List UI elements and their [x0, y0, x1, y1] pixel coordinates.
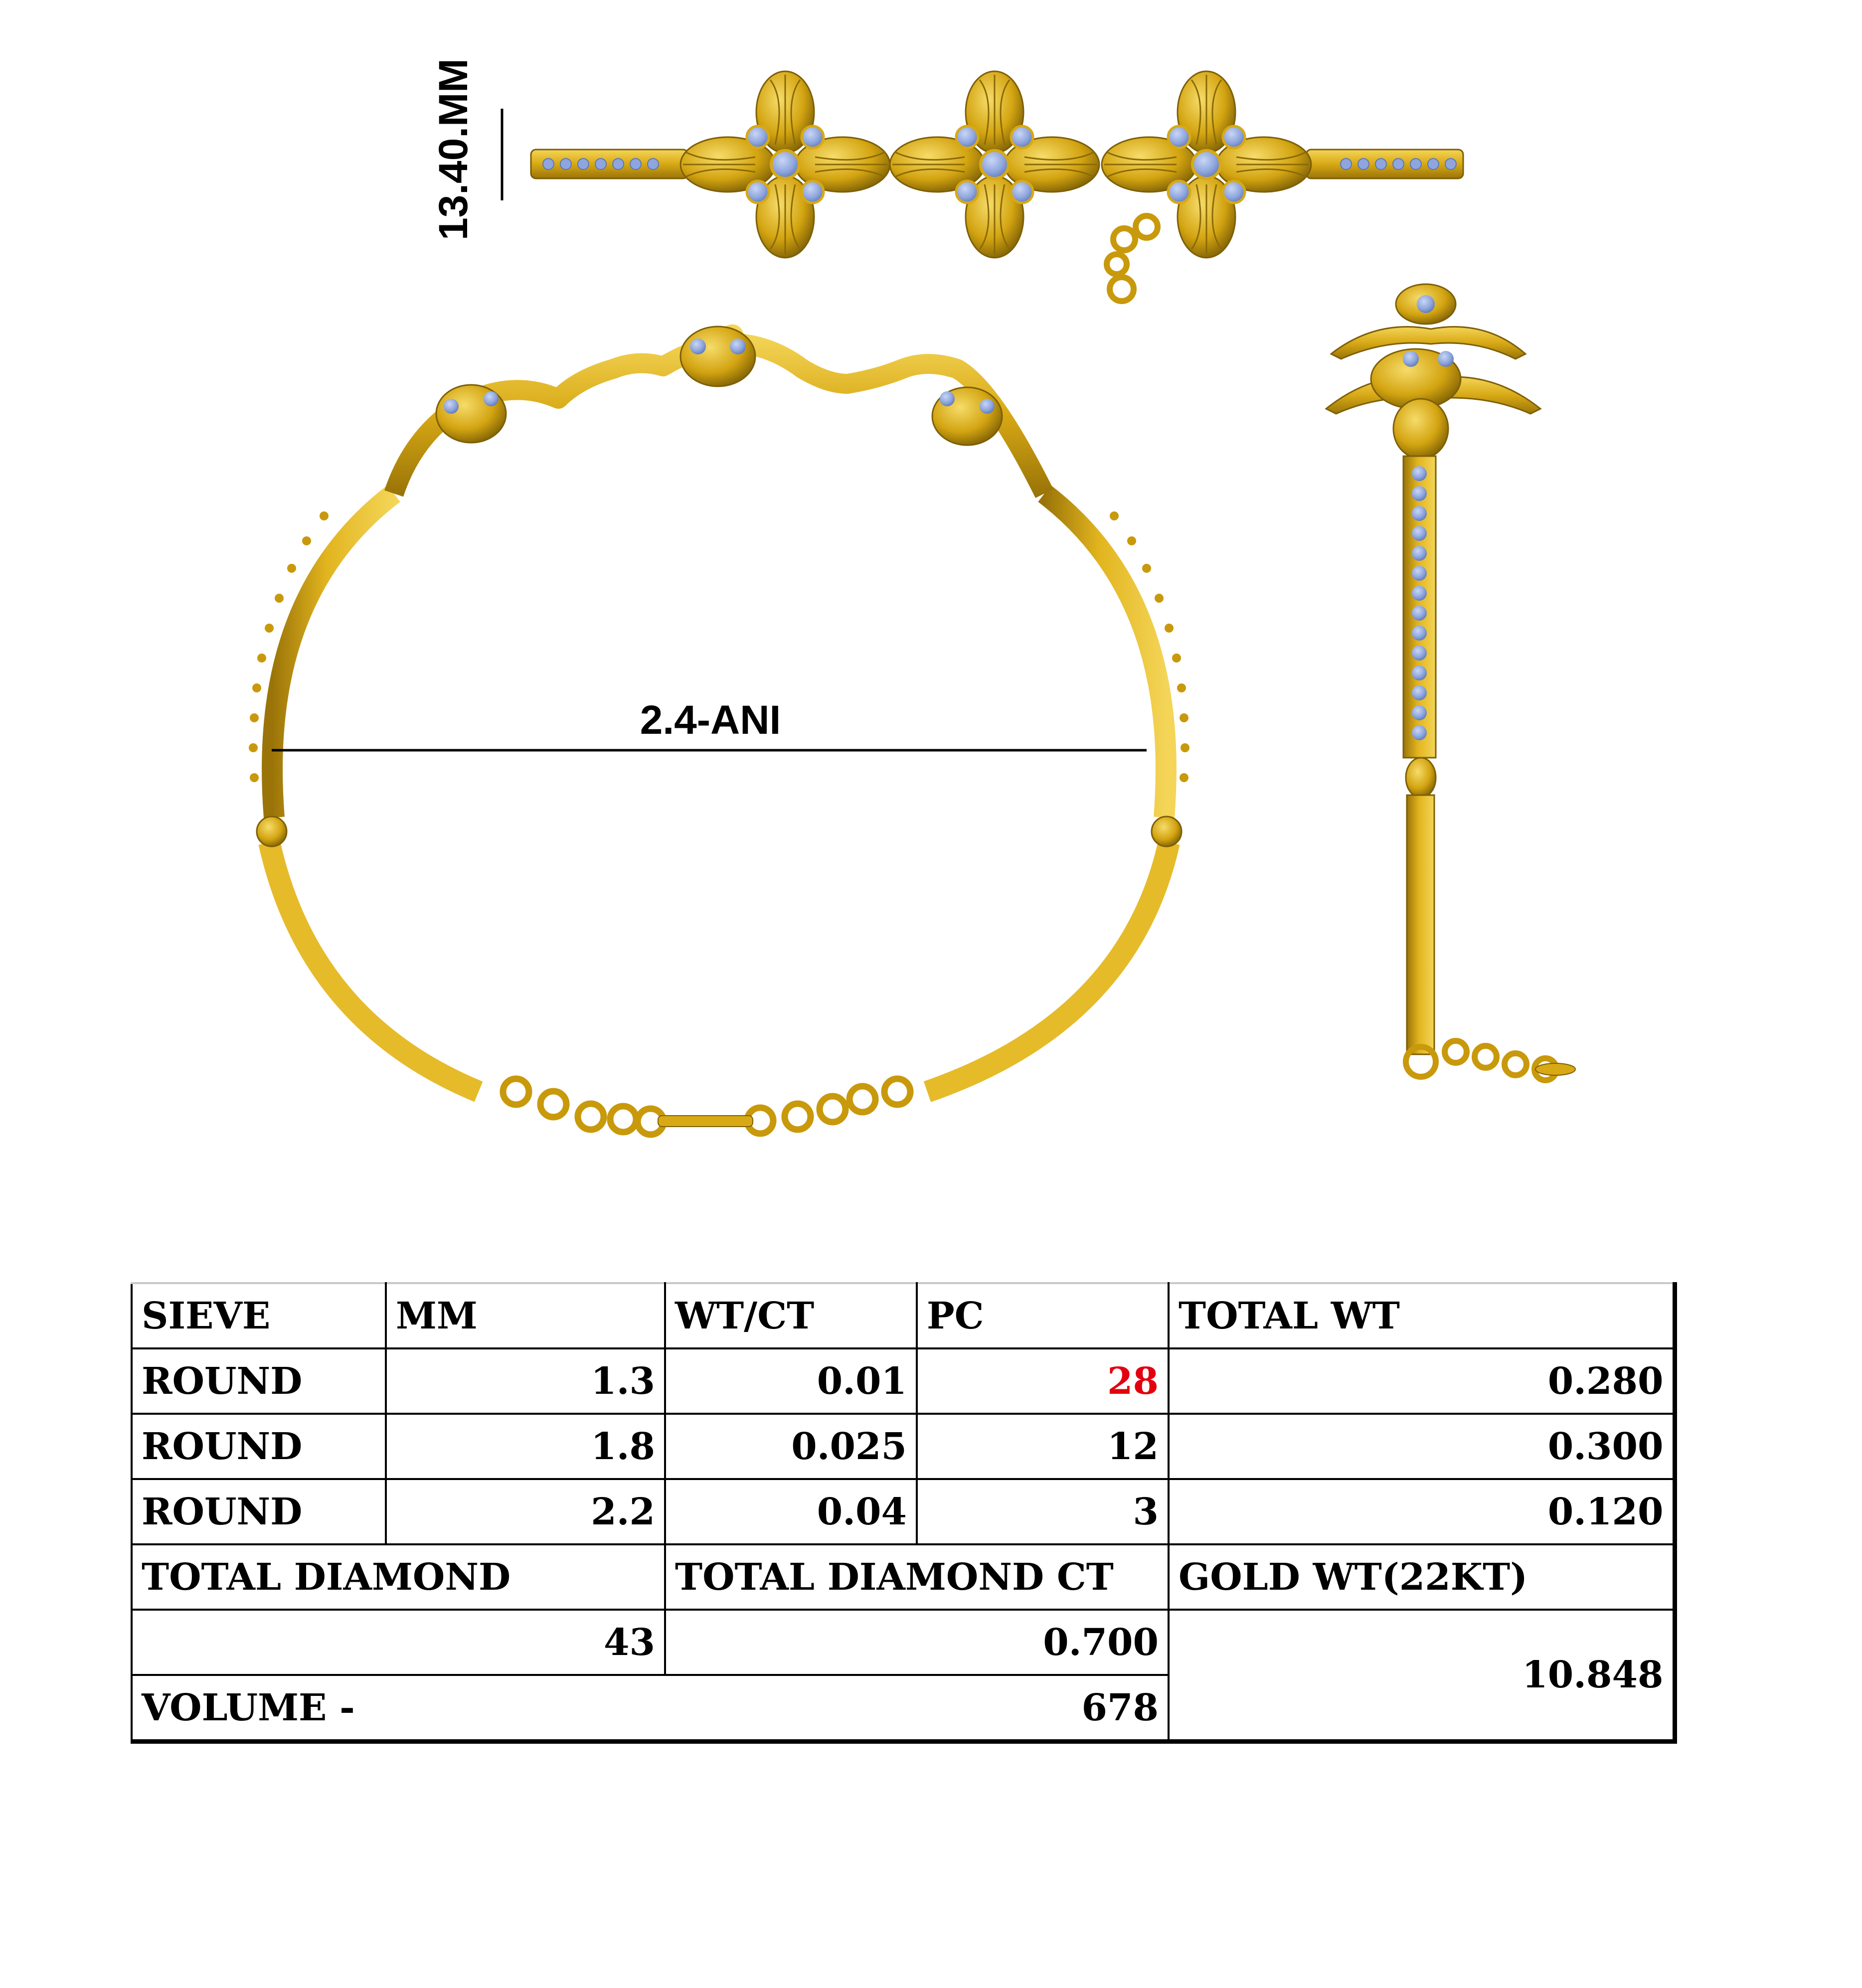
volume-value: 678: [665, 1675, 1169, 1742]
height-dimension-label: 13.40.MM: [431, 58, 476, 241]
header-total-wt: TOTAL WT: [1169, 1283, 1675, 1348]
diameter-dimension-label: 2.4-ANI: [640, 697, 781, 743]
table-row: [132, 1479, 1675, 1544]
total-diamond-label: TOTAL DIAMOND: [132, 1544, 665, 1610]
header-sieve: SIEVE: [132, 1283, 386, 1348]
header-pc: PC: [917, 1283, 1169, 1348]
header-mm: MM: [386, 1283, 665, 1348]
cell-wt-ct: 0.01: [665, 1348, 917, 1414]
cell-sieve: ROUND: [132, 1479, 386, 1544]
total-diamond-ct-label: TOTAL DIAMOND CT: [665, 1544, 1169, 1610]
cell-total-wt: 0.300: [1169, 1414, 1675, 1479]
spec-table: [131, 1282, 1677, 1744]
cell-sieve: ROUND: [132, 1348, 386, 1414]
cell-total-wt: 0.120: [1169, 1479, 1675, 1544]
cell-mm: 1.8: [386, 1414, 665, 1479]
flower-left: [680, 71, 890, 258]
cell-pc-highlight: 28: [917, 1348, 1169, 1414]
side-view: [1326, 284, 1575, 1080]
top-view: [502, 71, 1463, 301]
left-bar: [531, 150, 688, 178]
summary-label-row: [132, 1544, 1675, 1610]
header-wt-ct: WT/CT: [665, 1283, 917, 1348]
gold-wt-label: GOLD WT(22KT): [1169, 1544, 1675, 1610]
table-header-row: [132, 1283, 1675, 1348]
gold-wt-value: 10.848: [1169, 1610, 1675, 1742]
cell-wt-ct: 0.04: [665, 1479, 917, 1544]
cell-pc: 12: [917, 1414, 1169, 1479]
summary-value-row: [132, 1610, 1675, 1675]
flower-center: [890, 71, 1099, 258]
total-diamond-value: 43: [132, 1610, 665, 1675]
volume-label: VOLUME -: [132, 1675, 665, 1742]
cell-pc: 3: [917, 1479, 1169, 1544]
cell-mm: 2.2: [386, 1479, 665, 1544]
top-chain: [1107, 216, 1158, 301]
total-diamond-ct-value: 0.700: [665, 1610, 1169, 1675]
table-row: [132, 1348, 1675, 1414]
cell-sieve: ROUND: [132, 1414, 386, 1479]
cell-total-wt: 0.280: [1169, 1348, 1675, 1414]
cell-wt-ct: 0.025: [665, 1414, 917, 1479]
cell-mm: 1.3: [386, 1348, 665, 1414]
table-row: [132, 1414, 1675, 1479]
